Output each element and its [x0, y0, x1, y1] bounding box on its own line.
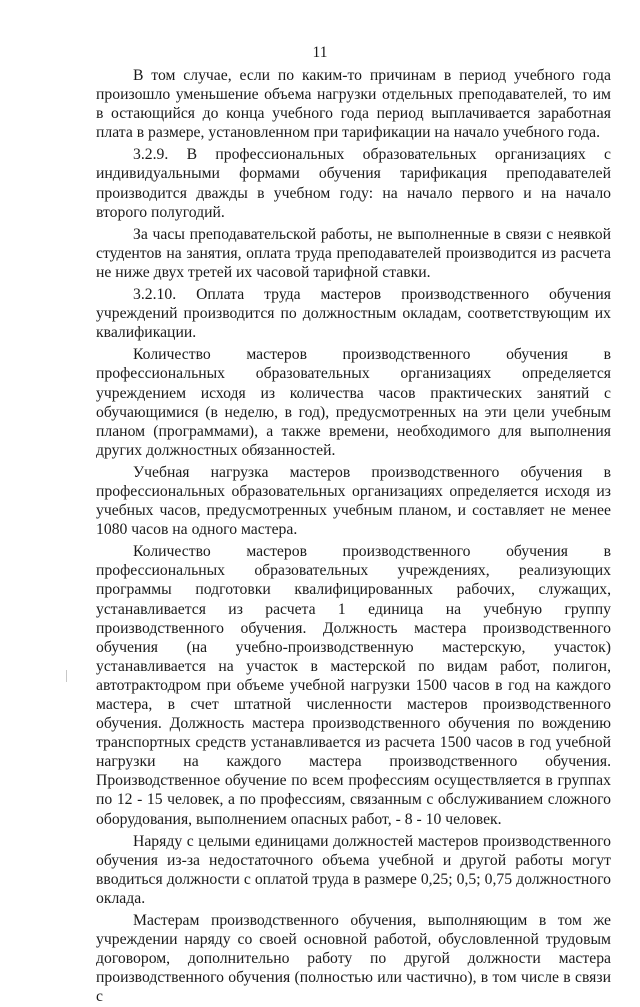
paragraph: В том случае, если по каким-то причинам в период учебного года произошло уменьшение объема нагрузки отдельных преподавателей, то им в остающийся до конца учебного года период выплачивается заработная плата в размере, установленном при тарификации на начало учебного года. [96, 67, 611, 142]
paragraph: За часы преподавательской работы, не выполненные в связи с неявкой студентов на занятия, оплата труда преподавателей производится из расчета не ниже двух третей их часовой тарифной ставки. [96, 225, 611, 281]
page-number: 11 [312, 44, 328, 61]
margin-mark [66, 670, 70, 682]
paragraph: Количество мастеров производственного обучения в профессиональных образовательных учреждениях, реализующих программы подготовки квалифицированных рабочих, служащих, устанавливается из расчета 1 единица на учебную группу производственного обучения. Должность мастера производственного обучения (на учебно-производственную мастерскую, участок) устанавливается на участок в мастерской по видам работ, полигон, автотрактодром при объеме учебной нагрузки 1500 часов в год на каждого мастера, в счет штатной численности мастеров производственного обучения. Должность мастера производственного обучения по вождению транспортных средств устанавливается из расчета 1500 часов в год учебной нагрузки на каждого мастера производственного обучения. Производственное обучение по всем профессиям осуществляется в группах по 12 - 15 человек, а по профессиям, связанным с обслуживанием сложного оборудования, выполнением опасных работ, - 8 - 10 человек. [96, 543, 611, 828]
paragraph: Наряду с целыми единицами должностей мастеров производственного обучения из-за недостаточного объема учебной и другой работы могут вводиться должности с оплатой труда в размере 0,25; 0,5; 0,75 должностного оклада. [96, 832, 611, 907]
document-body [96, 66, 611, 1007]
paragraph: 3.2.10. Оплата труда мастеров производственного обучения учреждений производится по должностным окладам, соответствующим их квалификации. [96, 286, 611, 342]
paragraph: Учебная нагрузка мастеров производственного обучения в профессиональных образовательных организациях определяется исходя из учебных часов, предусмотренных учебным планом, и составляет не менее 1080 часов на одного мастера. [96, 463, 611, 539]
paragraph: Мастерам производственного обучения, выполняющим в том же учреждении наряду со своей основной работой, обусловленной трудовым договором, дополнительно работу по другой должности мастера производственного обучения (полностью или частично), в том числе в связи с [96, 912, 611, 1006]
paragraph: 3.2.9. В профессиональных образовательных организациях с индивидуальными формами обучения тарификация преподавателей производится дважды в учебном году: на начало первого и на начало второго полугодий. [96, 146, 611, 221]
paragraph: Количество мастеров производственного обучения в профессиональных образовательных организациях определяется учреждением исходя из количества часов практических занятий с обучающимися (в неделю, в год), предусмотренных на эти цели учебным планом (программами), а также времени, необходимого для выполнения других должностных обязанностей. [96, 346, 611, 459]
